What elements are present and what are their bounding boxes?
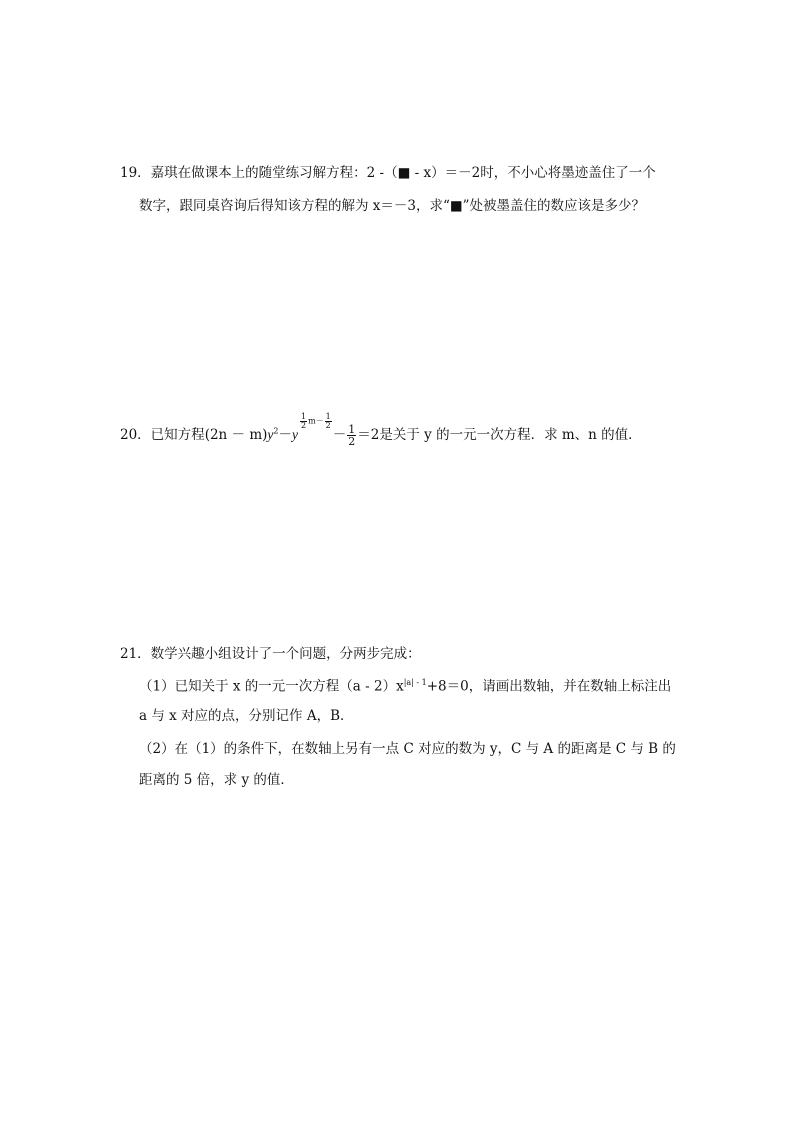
q20-y-term-2: y (291, 427, 298, 442)
q20-exponent: $\frac{1}{2}$ m－ $\frac{1}{2}$ (300, 411, 331, 430)
q19-line-2: 数字，跟同桌咨询后得知该方程的解为 x＝－3，求“■”处被墨盖住的数应该是多少？ (139, 198, 646, 214)
q19-line-1: 19．嘉琪在做课本上的随堂练习解方程：2 -（■ - x）＝－2时，不小心将墨迹盖住了一个 (120, 165, 656, 181)
q21-line-1: 21．数学兴趣小组设计了一个问题，分两步完成： (120, 646, 421, 662)
q20-minus-1: － (278, 427, 292, 443)
q21-line-2: （1）已知关于 x 的一元一次方程$(a - 2)x^{|a| - 1}+8=0$，请画出数轴，并在数轴上标注出 (139, 678, 672, 695)
q20-coefficient: (2n － m) (204, 427, 268, 443)
q21-line-3: a 与 x 对应的点，分别记作 A，B． (139, 708, 354, 724)
q20-tail: ＝2是关于 y 的一元一次方程．求 m、n 的值． (357, 427, 642, 443)
q20-fraction-half: $\frac{1}{2}$ (348, 423, 356, 448)
q20-equation-line (120, 411, 642, 448)
q20-square: 2 (273, 426, 279, 436)
q20-y-term: y (267, 427, 274, 442)
q20-prefix: 20．已知方程 (120, 427, 205, 443)
q20-exp-frac-2: $\frac{1}{2}$ (325, 411, 331, 430)
q20-exp-frac-1: $\frac{1}{2}$ (300, 411, 307, 430)
q21-exponent: |a| - 1 (403, 678, 427, 687)
q21-line-4: （2）在（1）的条件下，在数轴上另有一点 C 对应的数为 y，C 与 A 的距离是 C 与 B 的 (139, 741, 676, 757)
q21-line-5: 距离的 5 倍，求 y 的值． (139, 772, 294, 788)
q20-minus-2: － (332, 427, 347, 443)
